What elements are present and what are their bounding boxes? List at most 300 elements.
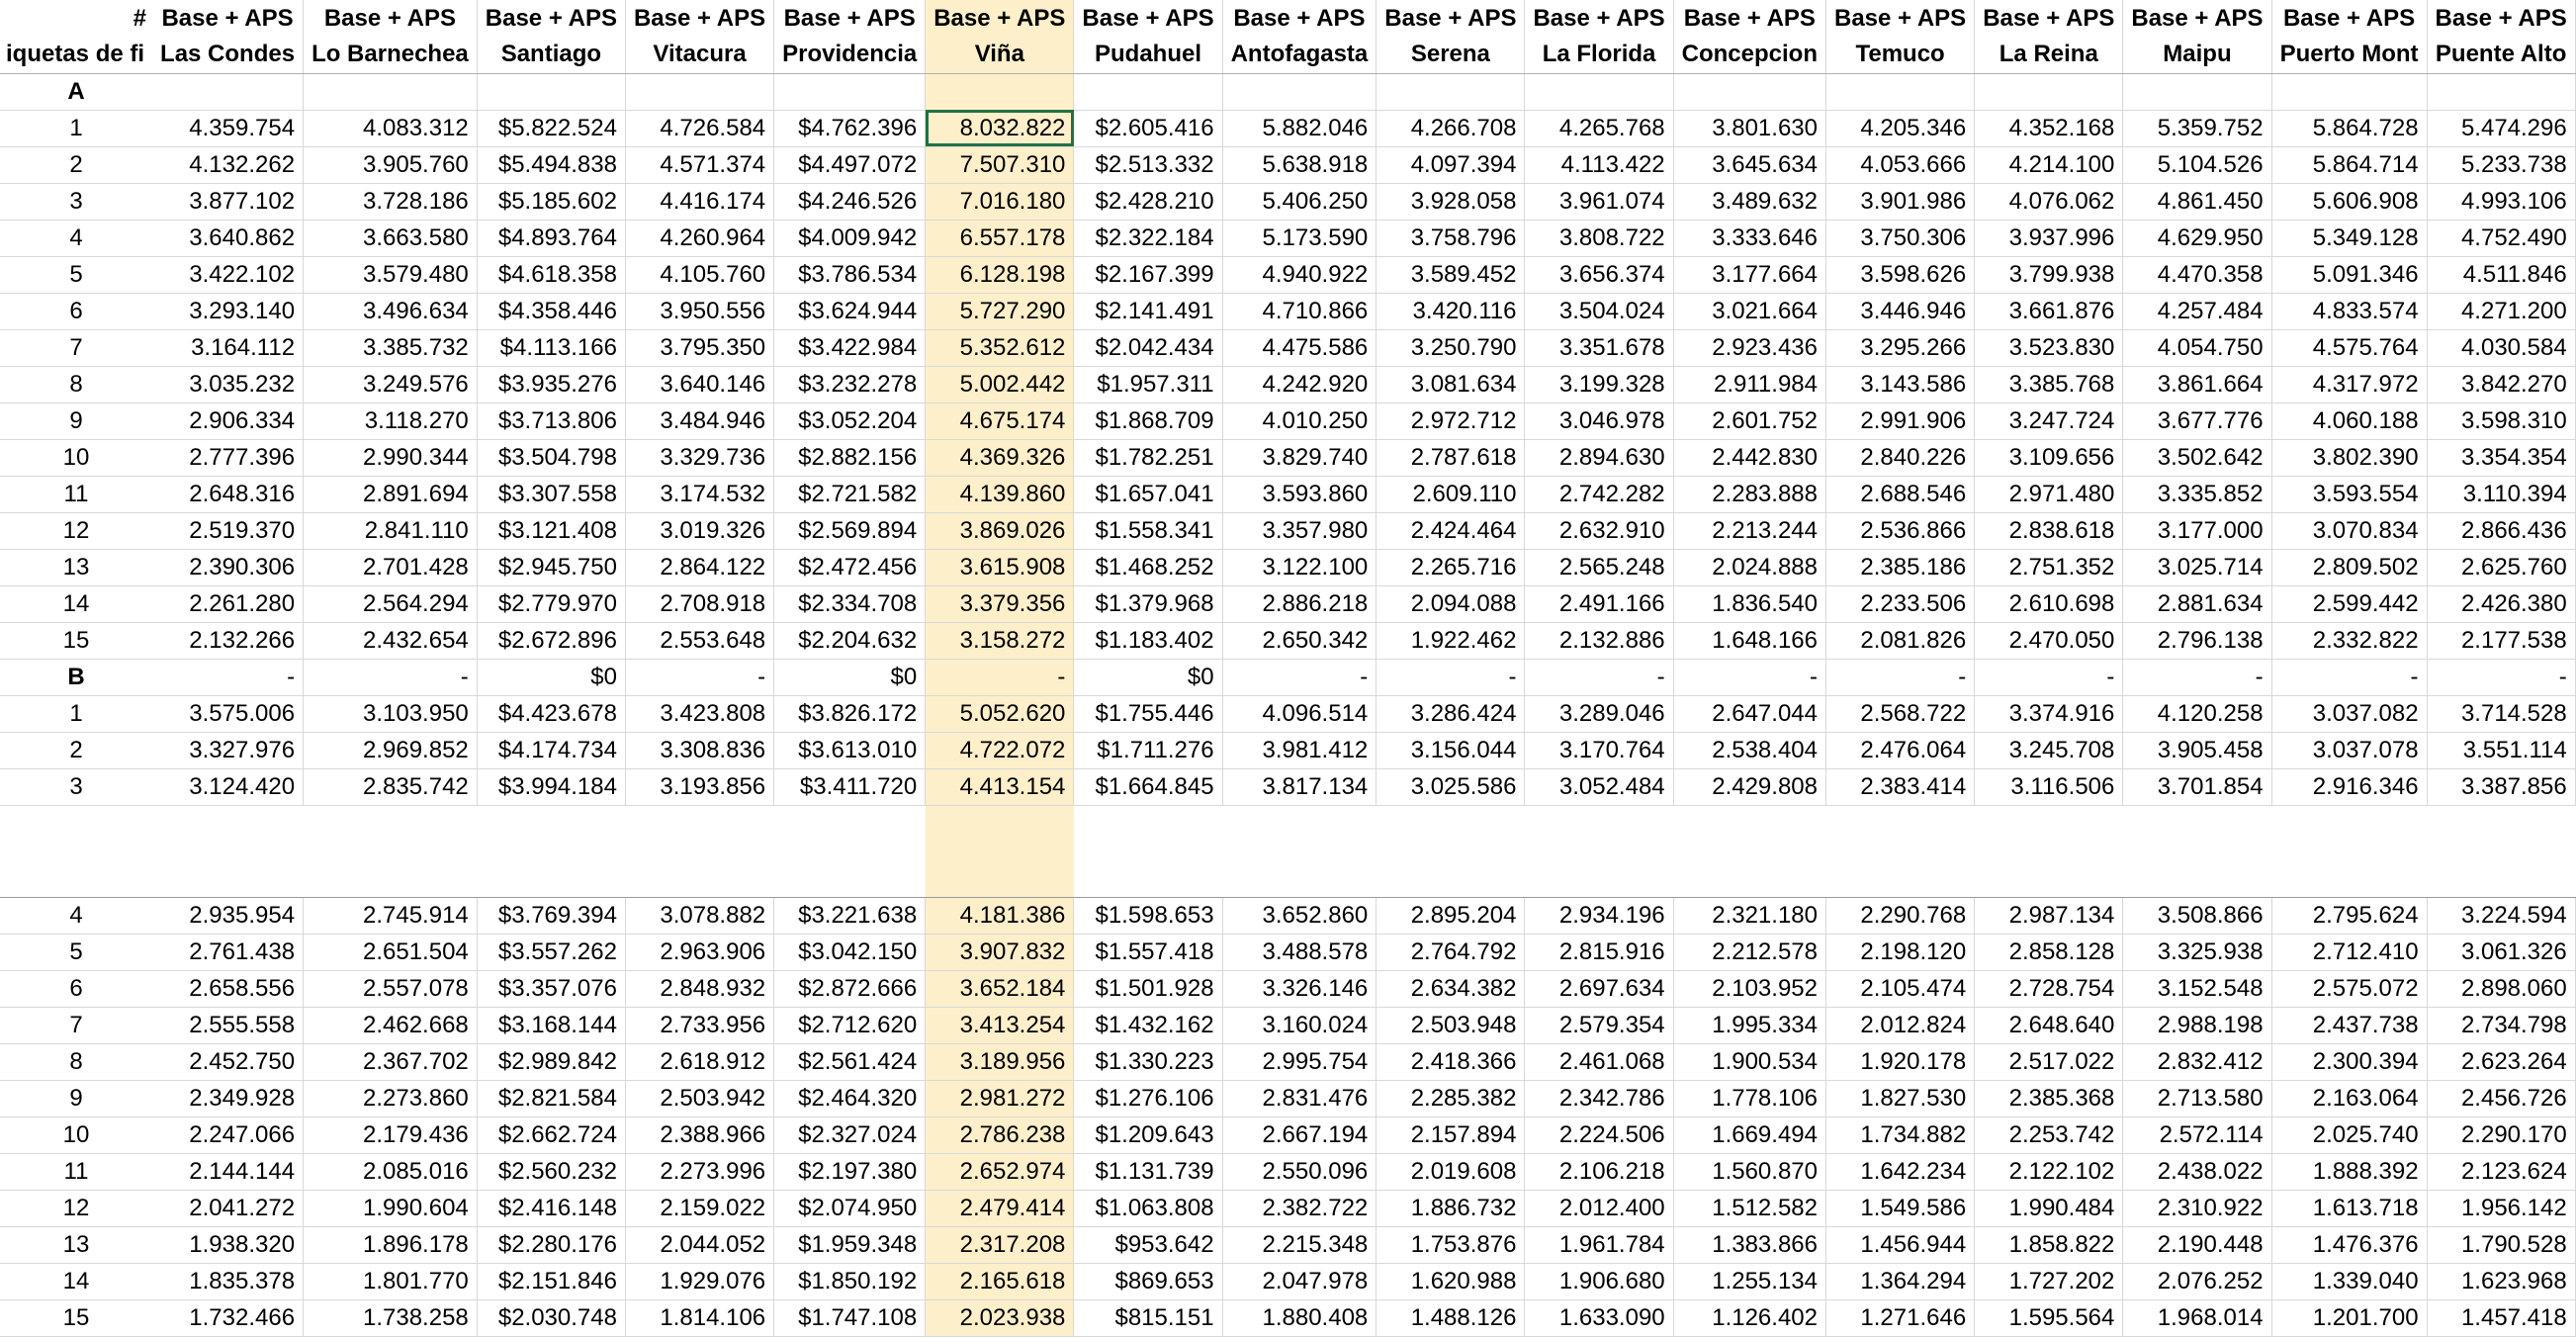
value-cell[interactable]: 3.247.724: [1975, 402, 2123, 439]
value-cell[interactable]: 3.250.790: [1377, 329, 1525, 366]
value-cell[interactable]: $1.557.418: [1074, 934, 1222, 970]
value-cell[interactable]: 4.097.394: [1377, 146, 1525, 183]
value-cell[interactable]: 3.829.740: [1222, 439, 1377, 476]
value-cell[interactable]: 3.961.074: [1525, 183, 1673, 220]
value-cell[interactable]: 4.352.168: [1975, 110, 2123, 146]
row-label[interactable]: 7: [0, 329, 152, 366]
value-cell[interactable]: 3.795.350: [625, 329, 773, 366]
value-cell[interactable]: $869.653: [1074, 1263, 1222, 1299]
value-cell[interactable]: 1.858.822: [1975, 1226, 2123, 1263]
value-cell[interactable]: 1.620.988: [1377, 1263, 1525, 1299]
value-cell[interactable]: 2.106.218: [1525, 1153, 1673, 1190]
value-cell[interactable]: [625, 73, 773, 110]
value-cell[interactable]: 3.901.986: [1826, 183, 1975, 220]
value-cell[interactable]: 3.224.594: [2427, 897, 2575, 934]
value-cell[interactable]: 2.990.344: [304, 439, 478, 476]
value-cell[interactable]: 1.922.462: [1377, 622, 1525, 659]
value-cell[interactable]: 3.907.832: [926, 934, 1074, 970]
value-cell[interactable]: 3.950.556: [625, 293, 773, 329]
value-cell[interactable]: 2.452.750: [152, 1043, 304, 1080]
group-label[interactable]: A: [0, 73, 152, 110]
row-label[interactable]: 12: [0, 512, 152, 549]
value-cell[interactable]: 4.940.922: [1222, 256, 1377, 293]
column-header-top[interactable]: Base + APS: [926, 0, 1074, 37]
value-cell[interactable]: 3.286.424: [1377, 695, 1525, 732]
value-cell[interactable]: 3.981.412: [1222, 732, 1377, 768]
value-cell[interactable]: $2.327.024: [774, 1116, 926, 1153]
blank-cell[interactable]: [1222, 805, 1377, 897]
value-cell[interactable]: 2.987.134: [1975, 897, 2123, 934]
value-cell[interactable]: $1.209.643: [1074, 1116, 1222, 1153]
value-cell[interactable]: 2.795.624: [2271, 897, 2427, 934]
blank-cell[interactable]: [1673, 805, 1825, 897]
value-cell[interactable]: 3.579.480: [304, 256, 478, 293]
value-cell[interactable]: $5.822.524: [477, 110, 625, 146]
value-cell[interactable]: -: [1826, 659, 1975, 695]
value-cell[interactable]: $4.174.734: [477, 732, 625, 768]
value-cell[interactable]: 4.010.250: [1222, 402, 1377, 439]
row-label[interactable]: 11: [0, 1153, 152, 1190]
value-cell[interactable]: 3.326.146: [1222, 970, 1377, 1007]
value-cell[interactable]: 3.589.452: [1377, 256, 1525, 293]
value-cell[interactable]: 2.165.618: [926, 1263, 1074, 1299]
value-cell[interactable]: 2.667.194: [1222, 1116, 1377, 1153]
column-header-top[interactable]: Base + APS: [2271, 0, 2427, 37]
value-cell[interactable]: $3.411.720: [774, 768, 926, 805]
value-cell[interactable]: 1.753.876: [1377, 1226, 1525, 1263]
column-header-city[interactable]: Pudahuel: [1074, 37, 1222, 73]
row-label[interactable]: 10: [0, 1116, 152, 1153]
value-cell[interactable]: 2.728.754: [1975, 970, 2123, 1007]
value-cell[interactable]: $3.357.076: [477, 970, 625, 1007]
value-cell[interactable]: 2.848.932: [625, 970, 773, 1007]
column-header-city[interactable]: Antofagasta: [1222, 37, 1377, 73]
value-cell[interactable]: 4.113.422: [1525, 146, 1673, 183]
value-cell[interactable]: 5.233.738: [2427, 146, 2575, 183]
value-cell[interactable]: 2.349.928: [152, 1080, 304, 1116]
value-cell[interactable]: 3.025.586: [1377, 768, 1525, 805]
value-cell[interactable]: 3.143.586: [1826, 366, 1975, 402]
value-cell[interactable]: [1377, 73, 1525, 110]
value-cell[interactable]: $2.662.724: [477, 1116, 625, 1153]
value-cell[interactable]: $3.504.798: [477, 439, 625, 476]
value-cell[interactable]: 1.827.530: [1826, 1080, 1975, 1116]
blank-cell[interactable]: [0, 805, 152, 897]
value-cell[interactable]: 2.503.948: [1377, 1007, 1525, 1043]
value-cell[interactable]: $2.197.380: [774, 1153, 926, 1190]
value-cell[interactable]: 3.061.326: [2427, 934, 2575, 970]
value-cell[interactable]: $2.151.846: [477, 1263, 625, 1299]
value-cell[interactable]: $953.642: [1074, 1226, 1222, 1263]
value-cell[interactable]: 5.002.442: [926, 366, 1074, 402]
value-cell[interactable]: 3.351.678: [1525, 329, 1673, 366]
value-cell[interactable]: 2.342.786: [1525, 1080, 1673, 1116]
column-header-city[interactable]: Concepcion: [1673, 37, 1825, 73]
value-cell[interactable]: 4.629.950: [2123, 220, 2271, 256]
value-cell[interactable]: 1.896.178: [304, 1226, 478, 1263]
value-cell[interactable]: 2.916.346: [2271, 768, 2427, 805]
value-cell[interactable]: 3.019.326: [625, 512, 773, 549]
value-cell[interactable]: 2.429.808: [1673, 768, 1825, 805]
value-cell[interactable]: 2.972.712: [1377, 402, 1525, 439]
value-cell[interactable]: 4.271.200: [2427, 293, 2575, 329]
value-cell[interactable]: 3.189.956: [926, 1043, 1074, 1080]
value-cell[interactable]: 2.432.654: [304, 622, 478, 659]
value-cell[interactable]: $1.664.845: [1074, 768, 1222, 805]
value-cell[interactable]: 1.990.604: [304, 1190, 478, 1226]
value-cell[interactable]: 2.650.342: [1222, 622, 1377, 659]
row-label[interactable]: 14: [0, 585, 152, 622]
value-cell[interactable]: 3.374.916: [1975, 695, 2123, 732]
value-cell[interactable]: 3.551.114: [2427, 732, 2575, 768]
value-cell[interactable]: 4.675.174: [926, 402, 1074, 439]
value-cell[interactable]: $4.113.166: [477, 329, 625, 366]
value-cell[interactable]: 5.864.714: [2271, 146, 2427, 183]
blank-cell[interactable]: [1525, 805, 1673, 897]
value-cell[interactable]: 2.550.096: [1222, 1153, 1377, 1190]
value-cell[interactable]: 4.470.358: [2123, 256, 2271, 293]
value-cell[interactable]: 4.317.972: [2271, 366, 2427, 402]
value-cell[interactable]: 2.085.016: [304, 1153, 478, 1190]
value-cell[interactable]: 3.446.946: [1826, 293, 1975, 329]
value-cell[interactable]: 1.961.784: [1525, 1226, 1673, 1263]
value-cell[interactable]: $1.379.968: [1074, 585, 1222, 622]
value-cell[interactable]: $1.558.341: [1074, 512, 1222, 549]
value-cell[interactable]: 3.523.830: [1975, 329, 2123, 366]
value-cell[interactable]: 2.438.022: [2123, 1153, 2271, 1190]
value-cell[interactable]: $3.042.150: [774, 934, 926, 970]
blank-cell[interactable]: [926, 805, 1074, 897]
value-cell[interactable]: 1.814.106: [625, 1299, 773, 1336]
value-cell[interactable]: 3.158.272: [926, 622, 1074, 659]
value-cell[interactable]: $4.358.446: [477, 293, 625, 329]
value-cell[interactable]: 1.669.494: [1673, 1116, 1825, 1153]
value-cell[interactable]: 2.988.198: [2123, 1007, 2271, 1043]
value-cell[interactable]: 4.710.866: [1222, 293, 1377, 329]
value-cell[interactable]: 2.023.938: [926, 1299, 1074, 1336]
value-cell[interactable]: 3.385.732: [304, 329, 478, 366]
value-cell[interactable]: 2.215.348: [1222, 1226, 1377, 1263]
value-cell[interactable]: 3.379.356: [926, 585, 1074, 622]
row-label[interactable]: 4: [0, 897, 152, 934]
value-cell[interactable]: $3.221.638: [774, 897, 926, 934]
value-cell[interactable]: 2.385.186: [1826, 549, 1975, 585]
value-cell[interactable]: 4.214.100: [1975, 146, 2123, 183]
value-cell[interactable]: 2.648.316: [152, 476, 304, 512]
column-header-top[interactable]: Base + APS: [625, 0, 773, 37]
value-cell[interactable]: 3.357.980: [1222, 512, 1377, 549]
value-cell[interactable]: 4.575.764: [2271, 329, 2427, 366]
value-cell[interactable]: [304, 73, 478, 110]
value-cell[interactable]: $2.204.632: [774, 622, 926, 659]
value-cell[interactable]: 4.359.754: [152, 110, 304, 146]
value-cell[interactable]: 2.491.166: [1525, 585, 1673, 622]
value-cell[interactable]: $2.821.584: [477, 1080, 625, 1116]
row-label[interactable]: 1: [0, 110, 152, 146]
blank-cell[interactable]: [774, 805, 926, 897]
value-cell[interactable]: 4.722.072: [926, 732, 1074, 768]
value-cell[interactable]: 2.764.792: [1377, 934, 1525, 970]
value-cell[interactable]: 2.555.558: [152, 1007, 304, 1043]
value-cell[interactable]: 1.888.392: [2271, 1153, 2427, 1190]
value-cell[interactable]: 2.190.448: [2123, 1226, 2271, 1263]
value-cell[interactable]: 2.625.760: [2427, 549, 2575, 585]
value-cell[interactable]: 4.076.062: [1975, 183, 2123, 220]
value-cell[interactable]: 3.799.938: [1975, 256, 2123, 293]
value-cell[interactable]: 3.661.876: [1975, 293, 2123, 329]
value-cell[interactable]: 3.199.328: [1525, 366, 1673, 402]
value-cell[interactable]: 2.831.476: [1222, 1080, 1377, 1116]
value-cell[interactable]: 2.858.128: [1975, 934, 2123, 970]
value-cell[interactable]: 3.170.764: [1525, 732, 1673, 768]
value-cell[interactable]: 1.900.534: [1673, 1043, 1825, 1080]
value-cell[interactable]: 2.786.238: [926, 1116, 1074, 1153]
value-cell[interactable]: 1.271.646: [1826, 1299, 1975, 1336]
value-cell[interactable]: 2.198.120: [1826, 934, 1975, 970]
value-cell[interactable]: 2.261.280: [152, 585, 304, 622]
value-cell[interactable]: 4.993.106: [2427, 183, 2575, 220]
value-cell[interactable]: $2.322.184: [1074, 220, 1222, 256]
value-cell[interactable]: 2.503.942: [625, 1080, 773, 1116]
value-cell[interactable]: $1.330.223: [1074, 1043, 1222, 1080]
value-cell[interactable]: 4.083.312: [304, 110, 478, 146]
value-cell[interactable]: 4.475.586: [1222, 329, 1377, 366]
value-cell[interactable]: 2.658.556: [152, 970, 304, 1007]
value-cell[interactable]: $3.994.184: [477, 768, 625, 805]
value-cell[interactable]: 2.442.830: [1673, 439, 1825, 476]
value-cell[interactable]: 7.016.180: [926, 183, 1074, 220]
value-cell[interactable]: 2.382.722: [1222, 1190, 1377, 1226]
value-cell[interactable]: 5.882.046: [1222, 110, 1377, 146]
value-cell[interactable]: $3.557.262: [477, 934, 625, 970]
value-cell[interactable]: 2.383.414: [1826, 768, 1975, 805]
value-cell[interactable]: 4.105.760: [625, 256, 773, 293]
value-cell[interactable]: 2.796.138: [2123, 622, 2271, 659]
value-cell[interactable]: 1.886.732: [1377, 1190, 1525, 1226]
value-cell[interactable]: 3.423.808: [625, 695, 773, 732]
value-cell[interactable]: $4.246.526: [774, 183, 926, 220]
value-cell[interactable]: 2.553.648: [625, 622, 773, 659]
value-cell[interactable]: 2.713.580: [2123, 1080, 2271, 1116]
value-cell[interactable]: $2.872.666: [774, 970, 926, 1007]
value-cell[interactable]: [1673, 73, 1825, 110]
row-label[interactable]: 13: [0, 549, 152, 585]
value-cell[interactable]: 1.623.968: [2427, 1263, 2575, 1299]
value-cell[interactable]: $3.624.944: [774, 293, 926, 329]
value-cell[interactable]: 1.929.076: [625, 1263, 773, 1299]
value-cell[interactable]: [1975, 73, 2123, 110]
value-cell[interactable]: $1.432.162: [1074, 1007, 1222, 1043]
column-header-city[interactable]: Las Condes: [152, 37, 304, 73]
blank-cell[interactable]: [2271, 805, 2427, 897]
value-cell[interactable]: 2.651.504: [304, 934, 478, 970]
row-label[interactable]: 3: [0, 768, 152, 805]
value-cell[interactable]: 2.321.180: [1673, 897, 1825, 934]
column-header-city[interactable]: Santiago: [477, 37, 625, 73]
value-cell[interactable]: $4.893.764: [477, 220, 625, 256]
value-cell[interactable]: 2.163.064: [2271, 1080, 2427, 1116]
blank-cell[interactable]: [477, 805, 625, 897]
value-cell[interactable]: 2.734.798: [2427, 1007, 2575, 1043]
value-cell[interactable]: $1.131.739: [1074, 1153, 1222, 1190]
value-cell[interactable]: $1.782.251: [1074, 439, 1222, 476]
value-cell[interactable]: $4.009.942: [774, 220, 926, 256]
value-cell[interactable]: 3.652.184: [926, 970, 1074, 1007]
value-cell[interactable]: 4.181.386: [926, 897, 1074, 934]
value-cell[interactable]: 2.599.442: [2271, 585, 2427, 622]
value-cell[interactable]: 2.253.742: [1975, 1116, 2123, 1153]
column-header-top[interactable]: Base + APS: [1826, 0, 1975, 37]
value-cell[interactable]: $2.605.416: [1074, 110, 1222, 146]
value-cell[interactable]: 3.663.580: [304, 220, 478, 256]
value-cell[interactable]: 3.750.306: [1826, 220, 1975, 256]
value-cell[interactable]: 4.369.326: [926, 439, 1074, 476]
value-cell[interactable]: 2.971.480: [1975, 476, 2123, 512]
row-label[interactable]: 7: [0, 1007, 152, 1043]
value-cell[interactable]: 2.081.826: [1826, 622, 1975, 659]
value-cell[interactable]: 5.104.526: [2123, 146, 2271, 183]
value-cell[interactable]: 2.290.768: [1826, 897, 1975, 934]
value-cell[interactable]: $3.935.276: [477, 366, 625, 402]
value-cell[interactable]: 2.538.404: [1673, 732, 1825, 768]
value-cell[interactable]: 4.030.584: [2427, 329, 2575, 366]
blank-cell[interactable]: [1074, 805, 1222, 897]
value-cell[interactable]: 2.536.866: [1826, 512, 1975, 549]
group-label[interactable]: B: [0, 659, 152, 695]
value-cell[interactable]: $2.416.148: [477, 1190, 625, 1226]
value-cell[interactable]: 3.078.882: [625, 897, 773, 934]
selected-cell[interactable]: 8.032.822: [926, 110, 1074, 146]
value-cell[interactable]: 2.579.354: [1525, 1007, 1673, 1043]
column-header-city[interactable]: La Reina: [1975, 37, 2123, 73]
value-cell[interactable]: $3.713.806: [477, 402, 625, 439]
row-label[interactable]: 6: [0, 293, 152, 329]
value-cell[interactable]: 3.245.708: [1975, 732, 2123, 768]
value-cell[interactable]: 2.609.110: [1377, 476, 1525, 512]
value-cell[interactable]: [774, 73, 926, 110]
value-cell[interactable]: 2.557.078: [304, 970, 478, 1007]
value-cell[interactable]: 3.640.146: [625, 366, 773, 402]
value-cell[interactable]: -: [625, 659, 773, 695]
value-cell[interactable]: 1.201.700: [2271, 1299, 2427, 1336]
value-cell[interactable]: 1.456.944: [1826, 1226, 1975, 1263]
row-label[interactable]: 11: [0, 476, 152, 512]
value-cell[interactable]: $3.422.984: [774, 329, 926, 366]
value-cell[interactable]: 3.177.664: [1673, 256, 1825, 293]
value-cell[interactable]: [1222, 73, 1377, 110]
value-cell[interactable]: 2.426.380: [2427, 585, 2575, 622]
value-cell[interactable]: 2.923.436: [1673, 329, 1825, 366]
value-cell[interactable]: 2.300.394: [2271, 1043, 2427, 1080]
value-cell[interactable]: 3.488.578: [1222, 934, 1377, 970]
column-header-top[interactable]: Base + APS: [152, 0, 304, 37]
value-cell[interactable]: 2.898.060: [2427, 970, 2575, 1007]
value-cell[interactable]: 3.420.116: [1377, 293, 1525, 329]
value-cell[interactable]: 2.265.716: [1377, 549, 1525, 585]
value-cell[interactable]: 3.905.458: [2123, 732, 2271, 768]
value-cell[interactable]: 3.325.938: [2123, 934, 2271, 970]
value-cell[interactable]: 2.761.438: [152, 934, 304, 970]
value-cell[interactable]: 4.861.450: [2123, 183, 2271, 220]
value-cell[interactable]: $1.711.276: [1074, 732, 1222, 768]
value-cell[interactable]: 3.160.024: [1222, 1007, 1377, 1043]
value-cell[interactable]: 4.260.964: [625, 220, 773, 256]
value-cell[interactable]: $2.167.399: [1074, 256, 1222, 293]
value-cell[interactable]: 1.920.178: [1826, 1043, 1975, 1080]
row-label[interactable]: 15: [0, 1299, 152, 1336]
row-label[interactable]: 9: [0, 402, 152, 439]
value-cell[interactable]: 3.387.856: [2427, 768, 2575, 805]
value-cell[interactable]: 4.266.708: [1377, 110, 1525, 146]
value-cell[interactable]: 1.383.866: [1673, 1226, 1825, 1263]
value-cell[interactable]: 2.610.698: [1975, 585, 2123, 622]
value-cell[interactable]: 2.840.226: [1826, 439, 1975, 476]
value-cell[interactable]: 2.777.396: [152, 439, 304, 476]
value-cell[interactable]: $4.497.072: [774, 146, 926, 183]
value-cell[interactable]: $3.769.394: [477, 897, 625, 934]
row-label[interactable]: 9: [0, 1080, 152, 1116]
value-cell[interactable]: $1.747.108: [774, 1299, 926, 1336]
column-header-city[interactable]: La Florida: [1525, 37, 1673, 73]
value-cell[interactable]: 2.179.436: [304, 1116, 478, 1153]
value-cell[interactable]: 2.969.852: [304, 732, 478, 768]
value-cell[interactable]: 5.606.908: [2271, 183, 2427, 220]
value-cell[interactable]: 2.332.822: [2271, 622, 2427, 659]
value-cell[interactable]: 1.476.376: [2271, 1226, 2427, 1263]
value-cell[interactable]: 3.817.134: [1222, 768, 1377, 805]
value-cell[interactable]: $2.721.582: [774, 476, 926, 512]
row-label[interactable]: 6: [0, 970, 152, 1007]
value-cell[interactable]: 2.159.022: [625, 1190, 773, 1226]
value-cell[interactable]: 2.647.044: [1673, 695, 1825, 732]
value-cell[interactable]: 3.656.374: [1525, 256, 1673, 293]
value-cell[interactable]: 3.124.420: [152, 768, 304, 805]
column-header-top[interactable]: Base + APS: [1673, 0, 1825, 37]
value-cell[interactable]: 2.103.952: [1673, 970, 1825, 1007]
value-cell[interactable]: 3.502.642: [2123, 439, 2271, 476]
value-cell[interactable]: [2271, 73, 2427, 110]
value-cell[interactable]: $2.560.232: [477, 1153, 625, 1190]
value-cell[interactable]: 2.132.266: [152, 622, 304, 659]
value-cell[interactable]: 2.712.410: [2271, 934, 2427, 970]
value-cell[interactable]: 2.809.502: [2271, 549, 2427, 585]
value-cell[interactable]: $1.657.041: [1074, 476, 1222, 512]
value-cell[interactable]: 3.021.664: [1673, 293, 1825, 329]
value-cell[interactable]: -: [2123, 659, 2271, 695]
value-cell[interactable]: 2.418.366: [1377, 1043, 1525, 1080]
value-cell[interactable]: [152, 73, 304, 110]
value-cell[interactable]: $2.561.424: [774, 1043, 926, 1080]
value-cell[interactable]: 2.122.102: [1975, 1153, 2123, 1190]
value-cell[interactable]: 3.928.058: [1377, 183, 1525, 220]
value-cell[interactable]: 1.995.334: [1673, 1007, 1825, 1043]
value-cell[interactable]: $2.141.491: [1074, 293, 1222, 329]
value-cell[interactable]: $2.672.896: [477, 622, 625, 659]
value-cell[interactable]: 2.317.208: [926, 1226, 1074, 1263]
value-cell[interactable]: 2.224.506: [1525, 1116, 1673, 1153]
value-cell[interactable]: 2.745.914: [304, 897, 478, 934]
value-cell[interactable]: 1.364.294: [1826, 1263, 1975, 1299]
value-cell[interactable]: 3.335.852: [2123, 476, 2271, 512]
row-label[interactable]: 5: [0, 256, 152, 293]
value-cell[interactable]: $0: [774, 659, 926, 695]
value-cell[interactable]: 3.575.006: [152, 695, 304, 732]
value-cell[interactable]: 3.701.854: [2123, 768, 2271, 805]
value-cell[interactable]: $4.618.358: [477, 256, 625, 293]
value-cell[interactable]: 4.205.346: [1826, 110, 1975, 146]
value-cell[interactable]: 2.623.264: [2427, 1043, 2575, 1080]
value-cell[interactable]: 2.123.624: [2427, 1153, 2575, 1190]
